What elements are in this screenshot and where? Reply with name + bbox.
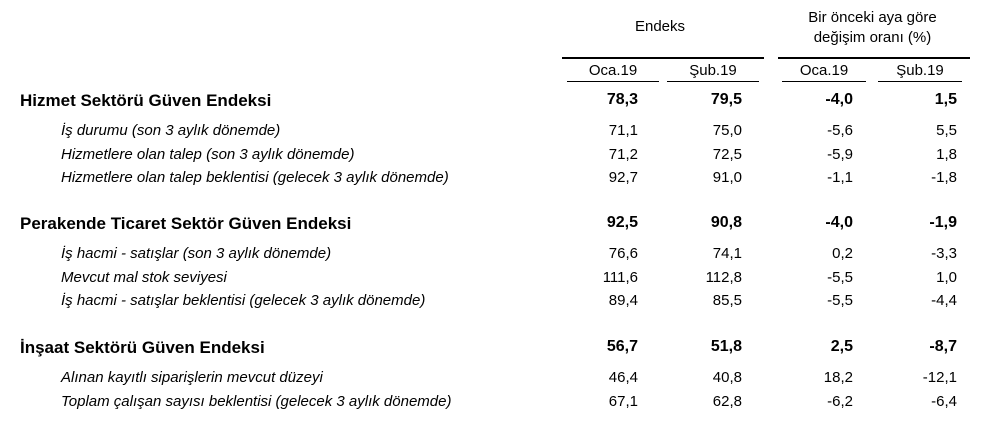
- section-title: Perakende Ticaret Sektör Güven Endeksi: [20, 214, 352, 233]
- value-sub-change: -12,1: [922, 369, 957, 386]
- value-oca-change: -4,0: [825, 214, 853, 231]
- value-sub-index: 112,8: [705, 269, 742, 286]
- index-group-header: Endeks: [634, 18, 686, 35]
- change-group-header: [780, 8, 965, 48]
- index-group-rule: [562, 57, 764, 59]
- value-sub-index: 90,8: [710, 214, 742, 231]
- value-oca-change: 2,5: [830, 338, 853, 355]
- value-sub-change: 1,0: [936, 269, 957, 286]
- table-row: [0, 269, 1000, 291]
- value-sub-index: 74,1: [712, 245, 742, 262]
- column-header-sub-change: Şub.19: [896, 62, 944, 79]
- value-oca-change: -6,2: [827, 393, 853, 410]
- value-sub-index: 62,8: [712, 393, 742, 410]
- value-oca-change: 18,2: [823, 369, 853, 386]
- value-oca-index: 76,6: [608, 245, 638, 262]
- column-rule-1: [567, 81, 659, 82]
- value-sub-change: 1,8: [936, 146, 957, 163]
- column-header-oca-index: Oca.19: [588, 62, 638, 79]
- value-sub-change: -1,9: [929, 214, 957, 231]
- value-sub-index: 75,0: [712, 122, 742, 139]
- column-rule-2: [667, 81, 759, 82]
- value-sub-index: 85,5: [712, 292, 742, 309]
- table-row: [0, 245, 1000, 267]
- row-label: Hizmetlere olan talep beklentisi (gelecek 3 aylık dönemde): [61, 169, 449, 186]
- table-row: [0, 169, 1000, 191]
- value-oca-change: 0,2: [832, 245, 853, 262]
- row-label: İş durumu (son 3 aylık dönemde): [61, 122, 281, 139]
- table-row: [0, 146, 1000, 168]
- table-row: [0, 369, 1000, 391]
- section-title: Hizmet Sektörü Güven Endeksi: [20, 91, 272, 110]
- value-sub-change: 5,5: [936, 122, 957, 139]
- value-oca-index: 89,4: [608, 292, 638, 309]
- value-oca-index: 78,3: [606, 91, 638, 108]
- value-oca-change: -1,1: [827, 169, 853, 186]
- row-label: İş hacmi - satışlar (son 3 aylık dönemde): [61, 245, 332, 262]
- value-oca-change: -5,5: [827, 269, 853, 286]
- value-sub-change: -8,7: [929, 338, 957, 355]
- value-oca-change: -5,9: [827, 146, 853, 163]
- value-oca-index: 67,1: [608, 393, 638, 410]
- value-oca-index: 56,7: [606, 338, 638, 355]
- column-rule-4: [878, 81, 962, 82]
- value-sub-change: -3,3: [931, 245, 957, 262]
- value-oca-change: -4,0: [825, 91, 853, 108]
- value-oca-change: -5,6: [827, 122, 853, 139]
- column-header-oca-change: Oca.19: [799, 62, 849, 79]
- value-sub-index: 91,0: [712, 169, 742, 186]
- value-oca-index: 46,4: [608, 369, 638, 386]
- value-oca-index: 92,5: [606, 214, 638, 231]
- change-header-line2: değişim oranı (%): [813, 29, 932, 46]
- value-oca-index: 71,1: [608, 122, 638, 139]
- value-sub-change: -1,8: [931, 169, 957, 186]
- value-oca-change: -5,5: [827, 292, 853, 309]
- section-row-hizmet: [0, 91, 1000, 113]
- value-sub-index: 72,5: [712, 146, 742, 163]
- column-header-sub-index: Şub.19: [689, 62, 737, 79]
- table-row: [0, 292, 1000, 314]
- change-group-rule: [778, 57, 970, 59]
- section-row-perakende: [0, 214, 1000, 236]
- column-rule-3: [782, 81, 866, 82]
- value-sub-change: 1,5: [934, 91, 957, 108]
- table-row: [0, 393, 1000, 415]
- value-oca-index: 111,6: [602, 269, 638, 286]
- row-label: Mevcut mal stok seviyesi: [61, 269, 227, 286]
- row-label: İş hacmi - satışlar beklentisi (gelecek 3 aylık dönemde): [61, 292, 426, 309]
- value-oca-index: 71,2: [608, 146, 638, 163]
- change-header-line1: Bir önceki aya göre: [808, 9, 937, 26]
- row-label: Toplam çalışan sayısı beklentisi (gelecek 3 aylık dönemde): [61, 393, 452, 410]
- row-label: Alınan kayıtlı siparişlerin mevcut düzeyi: [61, 369, 323, 386]
- value-sub-index: 40,8: [712, 369, 742, 386]
- value-sub-index: 51,8: [710, 338, 742, 355]
- value-sub-change: -4,4: [931, 292, 957, 309]
- row-label: Hizmetlere olan talep (son 3 aylık dönemde): [61, 146, 355, 163]
- section-row-insaat: [0, 338, 1000, 360]
- value-sub-change: -6,4: [931, 393, 957, 410]
- table-row: [0, 122, 1000, 144]
- section-title: İnşaat Sektörü Güven Endeksi: [20, 338, 265, 357]
- value-sub-index: 79,5: [710, 91, 742, 108]
- value-oca-index: 92,7: [608, 169, 638, 186]
